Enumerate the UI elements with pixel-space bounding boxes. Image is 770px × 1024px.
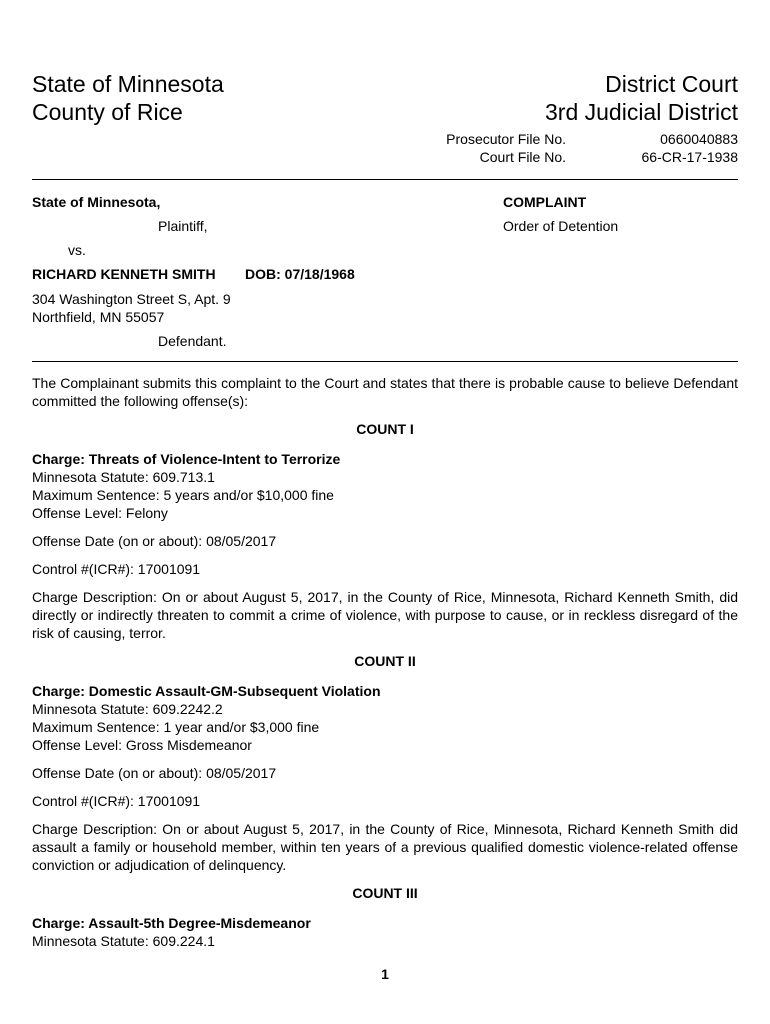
offense-level: Offense Level: Gross Misdemeanor [32, 737, 252, 753]
page-number: 1 [381, 966, 389, 982]
court-file-value: 66-CR-17-1938 [641, 149, 738, 165]
prosecutor-file-label: Prosecutor File No. [446, 131, 566, 147]
jurisdiction-block [32, 70, 224, 126]
court-file-row [32, 148, 738, 166]
charge-description: Charge Description: On or about August 5, 2017, in the County of Rice, Minnesota, Richard Kenneth Smith did assault a family or household member, within ten years of a previous qualified domestic violence-related offense conviction or adjudication of delinquency. [32, 821, 738, 873]
intro-paragraph: The Complainant submits this complaint to the Court and states that there is probable cause to believe Defendant committed the following offense(s): [32, 375, 738, 409]
plaintiff-role: Plaintiff, [158, 218, 208, 234]
caption-top-divider [32, 179, 738, 180]
defendant-dob: DOB: 07/18/1968 [245, 266, 355, 282]
count-heading: COUNT I [356, 421, 414, 437]
statute: Minnesota Statute: 609.224.1 [32, 933, 215, 949]
complaint-body [32, 374, 738, 960]
plaintiff-name: State of Minnesota, [32, 194, 161, 210]
charge-title: Charge: Assault-5th Degree-Misdemeanor [32, 915, 311, 931]
file-numbers [32, 130, 738, 166]
caption-bottom-divider [32, 361, 738, 362]
charge-details [32, 450, 738, 522]
max-sentence: Maximum Sentence: 1 year and/or $3,000 fine [32, 719, 320, 735]
charge-details [32, 682, 738, 754]
charge-details [32, 914, 738, 950]
court-block [545, 70, 738, 126]
versus-label: vs. [68, 242, 86, 258]
prosecutor-file-value: 0660040883 [660, 131, 738, 147]
document-subtype: Order of Detention [503, 218, 619, 234]
document-header [32, 70, 738, 130]
district-title: 3rd Judicial District [545, 99, 738, 125]
document-type: COMPLAINT [503, 194, 587, 210]
max-sentence: Maximum Sentence: 5 years and/or $10,000 fine [32, 487, 334, 503]
defendant-role: Defendant. [158, 333, 227, 349]
court-title: District Court [605, 71, 738, 97]
charge-title: Charge: Domestic Assault-GM-Subsequent Violation [32, 683, 381, 699]
county-title: County of Rice [32, 99, 183, 125]
defendant-address-line1: 304 Washington Street S, Apt. 9 [32, 291, 231, 307]
defendant-name: RICHARD KENNETH SMITH [32, 266, 216, 282]
state-title: State of Minnesota [32, 71, 224, 97]
offense-date: Offense Date (on or about): 08/05/2017 [32, 765, 277, 781]
defendant-address-line2: Northfield, MN 55057 [32, 309, 165, 325]
control-number: Control #(ICR#): 17001091 [32, 793, 201, 809]
charge-description: Charge Description: On or about August 5, 2017, in the County of Rice, Minnesota, Richard Kenneth Smith, did directly or indirectly threaten to commit a crime of violence, with purpose to cause, or in reckless disregard of the risk of causing, terror. [32, 589, 738, 641]
case-caption [32, 190, 738, 355]
charge-title: Charge: Threats of Violence-Intent to Terrorize [32, 451, 341, 467]
court-file-label: Court File No. [479, 149, 566, 165]
offense-date: Offense Date (on or about): 08/05/2017 [32, 533, 277, 549]
count-heading: COUNT II [354, 653, 416, 669]
prosecutor-file-row [32, 130, 738, 148]
statute: Minnesota Statute: 609.2242.2 [32, 701, 223, 717]
control-number: Control #(ICR#): 17001091 [32, 561, 201, 577]
offense-level: Offense Level: Felony [32, 505, 168, 521]
statute: Minnesota Statute: 609.713.1 [32, 469, 215, 485]
count-heading: COUNT III [352, 885, 418, 901]
